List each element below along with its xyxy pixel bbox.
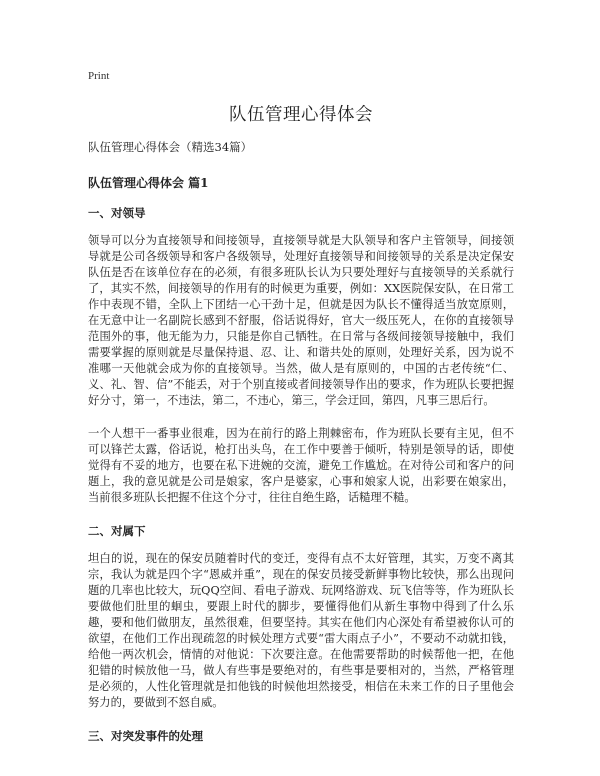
- section-heading-leaders: 一、对领导: [88, 206, 146, 220]
- document-subtitle: 队伍管理心得体会（精选34篇）: [88, 140, 253, 154]
- paragraph: 一个人想干一番事业很难，因为在前行的路上荆棘密布，作为班队长要有主见，但不可以锋芒太露，俗话说，枪打出头鸟，在工作中要善于倾听，特别是领导的话，即使觉得有不妥的地方，也要在私下进婉的交流，避免工作尴尬。在对待公司和客户的问题上，我的意见就是公司是娘家，客户是婆家，心事和娘家人说，出彩要在娘家出，当前很多班队长把握不住这个分寸，往往自绝生路，话糙理不糙。: [88, 427, 514, 504]
- paragraph: 坦白的说，现在的保安员随着时代的变迁，变得有点不太好管理，其实，万变不离其宗，我认为就是四个字“恩威并重”，现在的保安员接受新鲜事物比较快，那么出现问题的几率也比较大，玩QQ空间、看电子游戏、玩网络游戏、玩飞信等等，作为班队长要做他们肚里的蛔虫，要跟上时代的脚步，要懂得他们从新生事物中得到了什么乐趣，要和他们做朋友，虽然很难，但要坚持。其实在他们内心深处有希望被你认可的欲望，在他们工作出现疏忽的时候处理方式要“雷大雨点子小”，不要动不动就扣钱，给他一两次机会，情情的对他说：下次要注意。在他需要帮助的时候帮他一把，在他犯错的时候放他一马，做人有些事是要绝对的，有些事是要相对的，当然，严格管理是必须的，人性化管理就是扣他钱的时候他坦然接受，相信在未来工作的日子里他会努力的，要做到不怒自威。: [88, 552, 514, 709]
- document-page: [88, 70, 514, 756]
- document-title: 队伍管理心得体会: [229, 105, 373, 125]
- section-heading-subordinates: 二、对属下: [88, 524, 146, 538]
- part-title: 队伍管理心得体会 篇1: [88, 176, 209, 190]
- print-label[interactable]: Print: [88, 70, 110, 82]
- section-heading-emergencies: 三、对突发事件的处理: [88, 729, 203, 743]
- paragraph: 领导可以分为直接领导和间接领导，直接领导就是大队领导和客户主管领导，间接领导就是公司各级领导和客户各级领导，处理好直接领导和间接领导的关系是决定保安队伍是否在该单位存在的必须，有很多班队长认为只要处理好与直接领导的关系就行了，其实不然，间接领导的作用有的时候更为重要，例如：XX医院保安队，在日常工作中表现不错，全队上下团结一心干劲十足，但就是因为队长不懂得适当放宽原则，在无意中让一名副院长感到不舒服，俗话说得好，官大一级压死人，在你的直接领导范围外的事，他无能为力，只能是你自己牺牲。在日常与各级间接领导接触中，我们需要掌握的原则就是尽量保持退、忍、让、和谐共处的原则，处理好关系，因为说不准哪一天他就会成为你的直接领导。当然，做人是有原则的，中国的古老传统“仁、义、礼、智、信”不能丢，对于个别直接或者间接领导作出的要求，作为班队长要把握好分寸，第一，不违法，第二，不违心，第三，学会迂回，第四，凡事三思后行。: [88, 234, 514, 407]
